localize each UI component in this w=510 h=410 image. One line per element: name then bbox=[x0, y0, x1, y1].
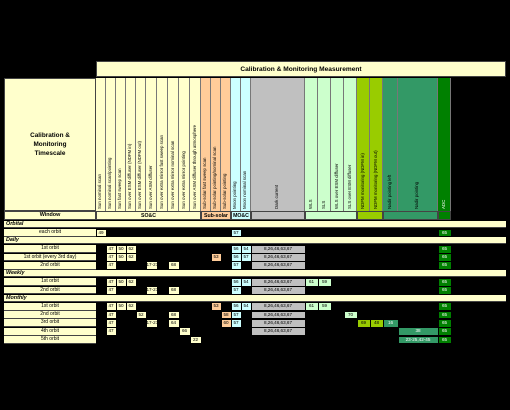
table-cell: 16 bbox=[384, 320, 398, 327]
table-cell: 70 bbox=[345, 312, 357, 319]
table-cell: 59 bbox=[319, 303, 331, 310]
table-cell: 47 bbox=[108, 303, 114, 309]
table-cell: 65 bbox=[439, 262, 451, 269]
table-cell: 62 bbox=[128, 278, 134, 284]
table-cell: 38 bbox=[399, 328, 438, 335]
column-group bbox=[251, 211, 305, 220]
table-cell: 54 bbox=[243, 303, 249, 309]
table-cell: 52 bbox=[138, 311, 144, 317]
table-cell: 56 bbox=[233, 245, 239, 251]
table-cell: 8,26,46,63,67 bbox=[252, 312, 305, 319]
table-cell: 50 bbox=[118, 278, 124, 284]
row-label: 2nd orbit bbox=[4, 262, 96, 270]
table-cell: 56 bbox=[233, 278, 239, 284]
table-cell: 65 bbox=[439, 287, 451, 294]
column-header: SLS over ESM diffuser bbox=[344, 78, 357, 211]
table-cell: 53 bbox=[213, 254, 219, 260]
column-header: Sun nominal scan bbox=[96, 78, 106, 211]
table-cell: 50 bbox=[118, 303, 124, 309]
table-cell: 61 bbox=[306, 279, 318, 286]
table-cell: 62 bbox=[128, 303, 134, 309]
table-cell: 8,26,46,63,67 bbox=[252, 262, 305, 269]
table-cell: 56 bbox=[233, 254, 239, 260]
table-cell: 47 bbox=[108, 287, 114, 292]
column-header: Sun over ASM diffuser through atmosphere bbox=[190, 78, 201, 211]
table-cell: 62 bbox=[128, 245, 134, 251]
table-cell: 54 bbox=[243, 278, 249, 284]
table-cell: 47 bbox=[108, 311, 114, 317]
table-cell: 17-21 bbox=[146, 319, 159, 325]
table-cell: 50 bbox=[118, 245, 124, 251]
table-cell: 53 bbox=[213, 303, 219, 309]
section-label: Orbital bbox=[4, 221, 506, 228]
column-header: Sub-solar pointing bbox=[221, 78, 231, 211]
table-cell: 23-25,42-45 bbox=[399, 337, 438, 344]
table-cell: 47 bbox=[108, 254, 114, 260]
table-cell: 65 bbox=[439, 328, 451, 335]
column-header: NDFM monitoring (NDFM in) bbox=[357, 78, 370, 211]
table-cell: 65 bbox=[439, 312, 451, 319]
table-cell: 8,26,46,63,67 bbox=[252, 254, 305, 261]
row-label: 2nd orbit bbox=[4, 311, 96, 319]
table-cell: 65 bbox=[439, 337, 451, 344]
table-cell: 65 bbox=[439, 279, 451, 286]
column-header: SLS bbox=[318, 78, 331, 211]
row-label: 5th orbit bbox=[4, 336, 96, 344]
column-header: Sun over extra mirror nominal scan bbox=[168, 78, 179, 211]
table-cell: 68 bbox=[169, 312, 179, 319]
table-cell: 47 bbox=[108, 245, 114, 251]
table-cell: 48 bbox=[371, 320, 383, 327]
table-cell: 65 bbox=[439, 246, 451, 253]
table-cell: 8,26,46,63,67 bbox=[252, 303, 305, 310]
column-header: WLS over ESM diffuser bbox=[331, 78, 344, 211]
table-cell: 47 bbox=[108, 319, 114, 325]
table-cell: 57 bbox=[233, 311, 239, 317]
timescale-header bbox=[4, 78, 96, 211]
column-header: Moon pointing bbox=[231, 78, 241, 211]
table-cell: 17-21 bbox=[146, 262, 159, 268]
row-label: 1st orbit bbox=[4, 245, 96, 253]
table-cell: 65 bbox=[439, 230, 451, 237]
table-cell: 49 bbox=[98, 229, 104, 235]
table-title: Calibration & Monitoring Measurement bbox=[96, 61, 506, 77]
table-cell: 47 bbox=[108, 278, 114, 284]
table-cell: 17-21 bbox=[146, 287, 159, 292]
window-label: Window bbox=[4, 211, 96, 220]
table-cell: 59 bbox=[319, 279, 331, 286]
table-cell: 57 bbox=[233, 229, 239, 235]
column-group: SO&C bbox=[96, 211, 201, 220]
table-cell: 47 bbox=[108, 262, 114, 268]
column-header: Sun over ESM diffuser (NDFM in) bbox=[126, 78, 136, 211]
column-header: Sun nominal scan/pointing bbox=[106, 78, 116, 211]
column-header: Sun fast sweep scan bbox=[116, 78, 126, 211]
table-cell: 69 bbox=[358, 320, 370, 327]
table-cell: 68 bbox=[169, 262, 179, 269]
section-label: Daily bbox=[4, 237, 506, 244]
table-cell: 54 bbox=[243, 245, 249, 251]
table-cell: 57 bbox=[233, 287, 239, 292]
column-header: Nadir pointing bbox=[398, 78, 438, 211]
column-header: Dark current bbox=[251, 78, 305, 211]
column-header: Nadir pointing left bbox=[383, 78, 398, 211]
table-cell: 57 bbox=[233, 262, 239, 268]
column-group bbox=[305, 211, 357, 220]
table-cell: 60 bbox=[223, 319, 229, 325]
column-header: Sun over ASM diffuser bbox=[146, 78, 157, 211]
column-header: Sub-solar fast sweep scan bbox=[201, 78, 211, 211]
table-cell: 8,26,46,63,67 bbox=[252, 246, 305, 253]
table-cell: 66 bbox=[180, 328, 190, 335]
table-cell: 8,26,46,63,67 bbox=[252, 320, 305, 327]
column-header: WLS bbox=[305, 78, 318, 211]
column-header: Moon nominal scan bbox=[241, 78, 251, 211]
column-header: Sun over extra mirror pointing bbox=[179, 78, 190, 211]
column-header: ADC bbox=[438, 78, 451, 211]
table-cell: 8,26,46,63,67 bbox=[252, 287, 305, 294]
table-cell: 65 bbox=[439, 320, 451, 327]
table-cell: 8,26,46,63,67 bbox=[252, 279, 305, 286]
column-group bbox=[357, 211, 383, 220]
column-group bbox=[438, 211, 451, 220]
table-cell: 58 bbox=[223, 311, 229, 317]
row-label: 4th orbit bbox=[4, 328, 96, 336]
section-label: Weekly bbox=[4, 270, 506, 277]
table-cell: 56 bbox=[233, 303, 239, 309]
row-label: each orbit bbox=[4, 229, 96, 237]
row-label: 3rd orbit bbox=[4, 319, 96, 327]
row-label: 1st orbit bbox=[4, 303, 96, 311]
row-label: 2nd orbit bbox=[4, 287, 96, 295]
table-cell: 64 bbox=[169, 320, 179, 327]
table-cell: 65 bbox=[439, 254, 451, 261]
table-cell: 62 bbox=[128, 254, 134, 260]
column-group bbox=[383, 211, 438, 220]
column-header: Sun over ESM diffuser (NDFM out) bbox=[136, 78, 146, 211]
column-group: MO&C bbox=[231, 211, 251, 220]
row-label: 1st orbit (every 3rd day) bbox=[4, 254, 96, 262]
table-cell: 57 bbox=[243, 254, 249, 260]
table-cell: 61 bbox=[306, 303, 318, 310]
column-group: Sub-solar bbox=[201, 211, 231, 220]
timescale-header-text: Calibration & Monitoring Timescale bbox=[30, 132, 70, 157]
table-cell: 22 bbox=[191, 337, 201, 344]
column-header: Sun over extra mirror fast sweep scan bbox=[157, 78, 168, 211]
table-cell: 50 bbox=[118, 254, 124, 260]
table-cell: 8,26,46,63,67 bbox=[252, 328, 305, 335]
table-cell: 57 bbox=[233, 319, 239, 325]
section-label: Monthly bbox=[4, 295, 506, 302]
table-cell: 65 bbox=[439, 303, 451, 310]
row-label: 1st orbit bbox=[4, 278, 96, 286]
column-header: Sub-solar pointing/nominal scan bbox=[211, 78, 221, 211]
table-cell: 47 bbox=[108, 328, 114, 334]
column-header: NDFM monitoring (NDFM out) bbox=[370, 78, 383, 211]
table-cell: 68 bbox=[169, 287, 179, 294]
